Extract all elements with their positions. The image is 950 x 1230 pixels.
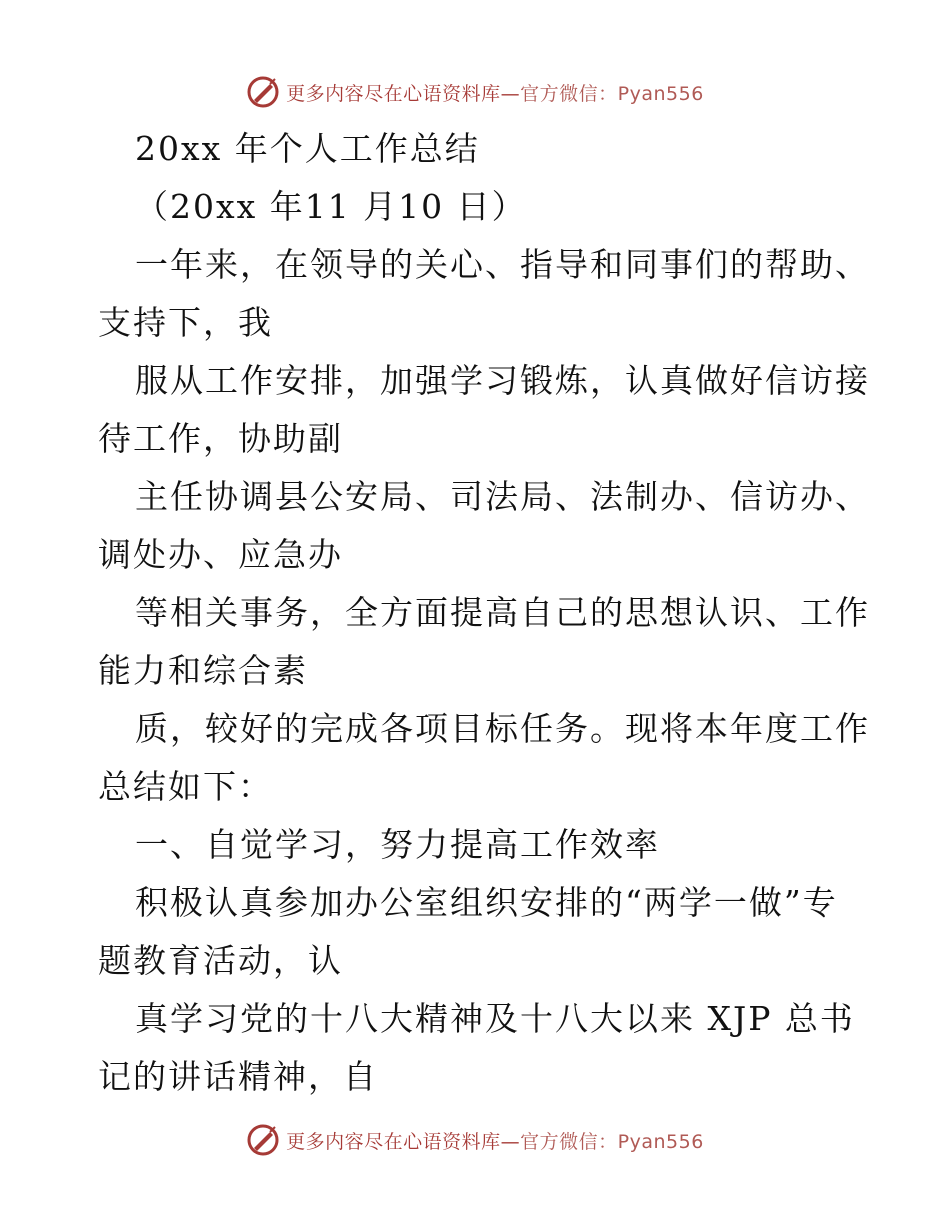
header-watermark-banner	[0, 72, 950, 112]
document-line: 能力和综合素	[98, 651, 308, 690]
document-line: 一年来，在领导的关心、指导和同事们的帮助、	[135, 245, 870, 284]
quill-logo-icon	[246, 75, 280, 109]
banner-text: 更多内容尽在心语资料库—	[286, 82, 521, 105]
document-line: 积极认真参加办公室组织安排的“两学一做”专	[135, 883, 838, 922]
document-line: 调处办、应急办	[98, 535, 343, 574]
document-line: 记的讲话精神，自	[98, 1057, 378, 1096]
document-line: 质，较好的完成各项目标任务。现将本年度工作	[135, 709, 870, 748]
document-line: 总结如下：	[98, 767, 273, 806]
banner-wechat: 官方微信：Pyan556	[520, 1130, 704, 1153]
document-line: （20xx 年11 月10 日）	[135, 187, 527, 226]
document-line: 一、自觉学习，努力提高工作效率	[135, 825, 660, 864]
document-line: 题教育活动，认	[98, 941, 343, 980]
document-line: 服从工作安排，加强学习锻炼，认真做好信访接	[135, 361, 870, 400]
quill-logo-icon	[246, 1123, 280, 1157]
document-line: 支持下，我	[98, 303, 273, 342]
footer-watermark-banner	[0, 1120, 950, 1160]
document-line: 主任协调县公安局、司法局、法制办、信访办、	[135, 477, 870, 516]
document-line: 真学习党的十八大精神及十八大以来 XJP 总书	[135, 999, 855, 1038]
banner-text: 更多内容尽在心语资料库—	[286, 1130, 521, 1153]
document-line: 20xx 年个人工作总结	[135, 129, 480, 168]
banner-wechat: 官方微信：Pyan556	[520, 82, 704, 105]
document-body	[98, 120, 870, 1106]
document-line: 待工作，协助副	[98, 419, 343, 458]
document-line: 等相关事务，全方面提高自己的思想认识、工作	[135, 593, 870, 632]
